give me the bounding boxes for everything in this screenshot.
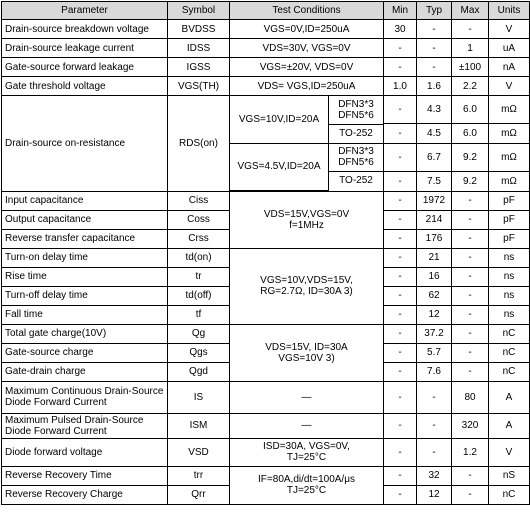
max-cell: 6.0	[452, 96, 489, 124]
table-row	[2, 466, 530, 485]
min-cell: -	[384, 343, 417, 362]
typ-cell: 37.2	[417, 324, 452, 343]
unit-cell: V	[489, 438, 530, 466]
min-cell: -	[384, 324, 417, 343]
max-cell: 2.2	[452, 77, 489, 96]
typ-cell: 62	[417, 286, 452, 305]
unit-cell: nC	[489, 324, 530, 343]
symbol-cell: Qgd	[168, 362, 230, 381]
typ-cell: 21	[417, 248, 452, 267]
typ-cell: 4.3	[417, 96, 452, 124]
typ-cell: -	[417, 438, 452, 466]
typ-cell: 214	[417, 210, 452, 229]
max-cell: -	[452, 343, 489, 362]
min-cell: -	[384, 466, 417, 485]
min-cell: -	[384, 143, 417, 171]
max-cell: -	[452, 305, 489, 324]
unit-cell: ns	[489, 248, 530, 267]
typ-cell: -	[417, 58, 452, 77]
condition-line: RG=2.7Ω, ID=30A 3)	[260, 286, 353, 297]
param-cell: Gate threshold voltage	[2, 77, 168, 96]
unit-cell: nC	[489, 362, 530, 381]
condition-cell: VGS=4.5V,ID=20A	[230, 143, 329, 190]
table-row	[2, 39, 530, 58]
package-label: DFN5*6	[338, 109, 374, 121]
unit-cell: uA	[489, 39, 530, 58]
condition-cell	[230, 191, 384, 248]
condition-line: IF=80A,di/dt=100A/μs	[258, 474, 355, 485]
header-row	[2, 2, 530, 20]
unit-cell: ns	[489, 305, 530, 324]
min-cell: -	[384, 413, 417, 438]
typ-cell: 4.5	[417, 124, 452, 143]
condition-line: VGS=10V,VDS=15V,	[260, 275, 353, 286]
param-cell: Turn-off delay time	[2, 286, 168, 305]
param-cell: Maximum Continuous Drain-Source Diode Forward Current	[2, 381, 168, 413]
typ-cell: 12	[417, 305, 452, 324]
table-row	[2, 20, 530, 39]
header-typ: Typ	[417, 2, 452, 20]
symbol-cell: IDSS	[168, 39, 230, 58]
condition-cell: —	[230, 413, 384, 438]
min-cell: -	[384, 210, 417, 229]
param-cell: Gate-source forward leakage	[2, 58, 168, 77]
table-row	[2, 248, 530, 267]
min-cell: -	[384, 267, 417, 286]
package-label: DFN5*6	[338, 157, 374, 168]
table-row	[2, 77, 530, 96]
min-cell: -	[384, 381, 417, 413]
table-row	[2, 324, 530, 343]
typ-cell: 6.7	[417, 143, 452, 171]
typ-cell: 12	[417, 485, 452, 504]
table-row	[2, 58, 530, 77]
max-cell: -	[452, 191, 489, 210]
symbol-cell: Crss	[168, 229, 230, 248]
table-row	[2, 96, 530, 124]
max-cell: -	[452, 229, 489, 248]
condition-cell: VDS= VGS,ID=250uA	[230, 77, 384, 96]
condition-cell	[230, 466, 384, 504]
package-cell: TO-252	[339, 175, 373, 187]
package-cell	[329, 96, 384, 124]
min-cell: 1.0	[384, 77, 417, 96]
symbol-cell: ISM	[168, 413, 230, 438]
symbol-cell: VGS(TH)	[168, 77, 230, 96]
min-cell: -	[384, 229, 417, 248]
condition-cell	[230, 324, 384, 381]
symbol-cell: Qgs	[168, 343, 230, 362]
unit-cell: mΩ	[489, 172, 530, 191]
header-symbol: Symbol	[168, 2, 230, 20]
symbol-cell: trr	[168, 466, 230, 485]
rdson-subtable	[230, 96, 383, 191]
typ-cell: 1.6	[417, 77, 452, 96]
condition-line: VDS=15V, ID=30A	[265, 341, 348, 353]
unit-cell: nA	[489, 58, 530, 77]
param-cell: Reverse Recovery Time	[2, 466, 168, 485]
header-min: Min	[384, 2, 417, 20]
typ-cell: 7.6	[417, 362, 452, 381]
table-row	[2, 438, 530, 466]
min-cell: -	[384, 172, 417, 191]
symbol-cell: BVDSS	[168, 20, 230, 39]
condition-line: TJ=25°C	[286, 485, 327, 496]
max-cell: 6.0	[452, 124, 489, 143]
electrical-characteristics-table	[1, 1, 530, 505]
typ-cell: -	[417, 381, 452, 413]
max-cell: -	[452, 267, 489, 286]
typ-cell: -	[417, 413, 452, 438]
symbol-cell: td(on)	[168, 248, 230, 267]
typ-cell: 32	[417, 466, 452, 485]
typ-cell: -	[417, 20, 452, 39]
param-cell: Turn-on delay time	[2, 248, 168, 267]
symbol-cell: Ciss	[168, 191, 230, 210]
symbol-cell: tf	[168, 305, 230, 324]
min-cell: 30	[384, 20, 417, 39]
unit-cell: A	[489, 413, 530, 438]
table-row	[2, 413, 530, 438]
symbol-cell: tr	[168, 267, 230, 286]
condition-cell: —	[230, 381, 384, 413]
max-cell: -	[452, 324, 489, 343]
unit-cell: pF	[489, 210, 530, 229]
condition-cell: VGS=10V,ID=20A	[230, 96, 329, 143]
unit-cell: mΩ	[489, 124, 530, 143]
min-cell: -	[384, 96, 417, 124]
condition-line: ISD=30A, VGS=0V,	[263, 441, 350, 452]
max-cell: -	[452, 20, 489, 39]
table-row	[2, 381, 530, 413]
max-cell: ±100	[452, 58, 489, 77]
max-cell: -	[452, 210, 489, 229]
min-cell: -	[384, 124, 417, 143]
max-cell: -	[452, 466, 489, 485]
header-parameter: Parameter	[2, 2, 168, 20]
condition-line: VGS=10V 3)	[278, 352, 335, 364]
symbol-cell: IS	[168, 381, 230, 413]
param-cell: Reverse Recovery Charge	[2, 485, 168, 504]
rdson-conditions	[230, 96, 384, 192]
symbol-cell: Qrr	[168, 485, 230, 504]
condition-cell: VGS=±20V, VDS=0V	[230, 58, 384, 77]
param-cell: Gate-drain charge	[2, 362, 168, 381]
unit-cell: ns	[489, 286, 530, 305]
symbol-cell: Qg	[168, 324, 230, 343]
typ-cell: -	[417, 39, 452, 58]
unit-cell: nC	[489, 485, 530, 504]
package-cell: TO-252	[329, 124, 384, 143]
min-cell: -	[384, 248, 417, 267]
symbol-cell: IGSS	[168, 58, 230, 77]
max-cell: -	[452, 362, 489, 381]
max-cell: 320	[452, 413, 489, 438]
typ-cell: 7.5	[417, 172, 452, 191]
condition-line: VDS=15V,VGS=0V	[263, 208, 350, 220]
condition-cell: VGS=0V,ID=250uA	[230, 20, 384, 39]
param-cell: Total gate charge(10V)	[2, 324, 168, 343]
param-cell: Drain-source breakdown voltage	[2, 20, 168, 39]
typ-cell: 176	[417, 229, 452, 248]
package-label: DFN3*3	[338, 146, 374, 157]
header-max: Max	[452, 2, 489, 20]
unit-cell: pF	[489, 191, 530, 210]
max-cell: -	[452, 485, 489, 504]
max-cell: -	[452, 248, 489, 267]
param-cell: Reverse transfer capacitance	[2, 229, 168, 248]
condition-cell	[230, 248, 384, 324]
unit-cell: V	[489, 20, 530, 39]
param-cell: Diode forward voltage	[2, 438, 168, 466]
unit-cell: A	[489, 381, 530, 413]
max-cell: -	[452, 286, 489, 305]
param-cell: Gate-source charge	[2, 343, 168, 362]
param-cell: Drain-source leakage current	[2, 39, 168, 58]
typ-cell: 16	[417, 267, 452, 286]
max-cell: 9.2	[452, 143, 489, 171]
unit-cell: nC	[489, 343, 530, 362]
min-cell: -	[384, 305, 417, 324]
package-label: DFN3*3	[338, 98, 374, 110]
min-cell: -	[384, 485, 417, 504]
param-cell: Rise time	[2, 267, 168, 286]
condition-cell	[230, 438, 384, 466]
symbol-cell: td(off)	[168, 286, 230, 305]
package-cell	[329, 143, 384, 171]
typ-cell: 5.7	[417, 343, 452, 362]
header-units: Units	[489, 2, 530, 20]
min-cell: -	[384, 362, 417, 381]
max-cell: 80	[452, 381, 489, 413]
table-row	[2, 191, 530, 210]
param-cell: Maximum Pulsed Drain-Source Diode Forward Current	[2, 413, 168, 438]
max-cell: 9.2	[452, 172, 489, 191]
condition-line: TJ=25°C	[286, 452, 327, 463]
unit-cell: nS	[489, 466, 530, 485]
symbol-cell: VSD	[168, 438, 230, 466]
max-cell: 1.2	[452, 438, 489, 466]
symbol-cell: Coss	[168, 210, 230, 229]
unit-cell: ns	[489, 267, 530, 286]
condition-cell: VDS=30V, VGS=0V	[230, 39, 384, 58]
param-cell: Drain-source on-resistance	[2, 96, 168, 192]
min-cell: -	[384, 286, 417, 305]
condition-line: f=1MHz	[289, 219, 324, 231]
param-cell: Fall time	[2, 305, 168, 324]
unit-cell: mΩ	[489, 143, 530, 171]
param-cell: Input capacitance	[2, 191, 168, 210]
min-cell: -	[384, 438, 417, 466]
header-test-conditions: Test Conditions	[230, 2, 384, 20]
min-cell: -	[384, 39, 417, 58]
unit-cell: pF	[489, 229, 530, 248]
max-cell: 1	[452, 39, 489, 58]
symbol-cell: RDS(on)	[168, 96, 230, 192]
unit-cell: V	[489, 77, 530, 96]
min-cell: -	[384, 191, 417, 210]
min-cell: -	[384, 58, 417, 77]
typ-cell: 1972	[417, 191, 452, 210]
unit-cell: mΩ	[489, 96, 530, 124]
param-cell: Output capacitance	[2, 210, 168, 229]
